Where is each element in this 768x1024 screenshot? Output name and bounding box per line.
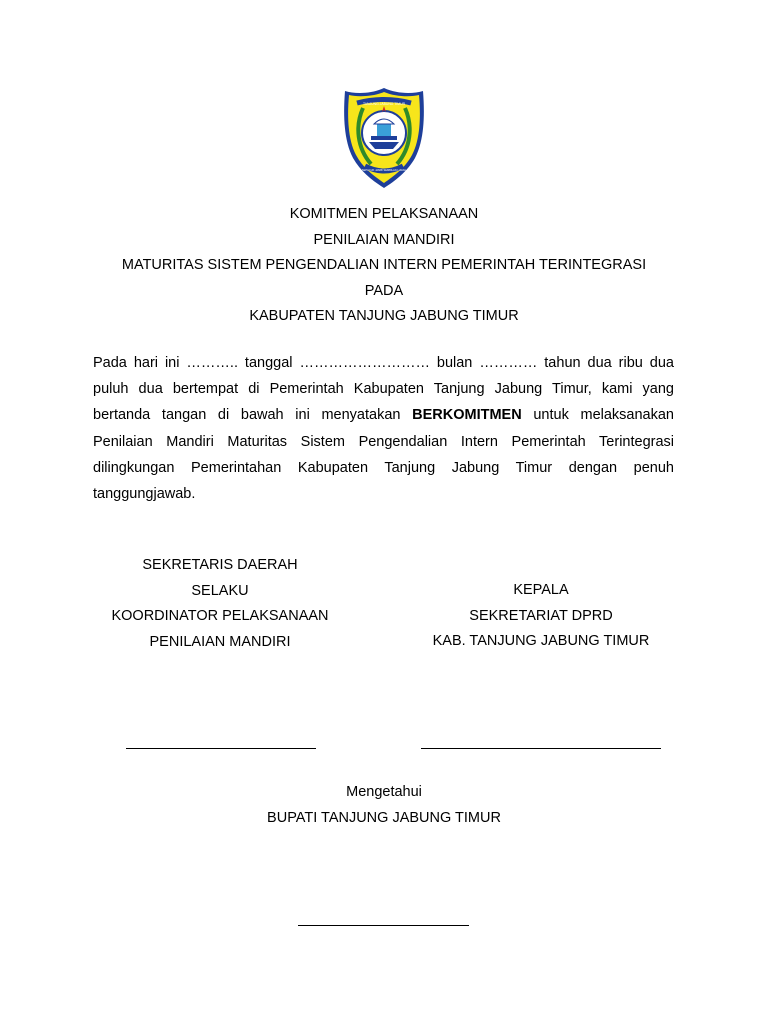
acknowledgement-label: Mengetahui (346, 784, 422, 800)
signatory-right-line-3: KAB. TANJUNG JABUNG TIMUR (432, 633, 650, 649)
signatory-left-line-1: SEKRETARIS DAERAH (142, 557, 298, 573)
commitment-keyword: BERKOMITMEN (412, 407, 522, 424)
signature-line-left (126, 748, 316, 749)
document-title (40, 202, 728, 330)
signatory-right (400, 578, 682, 655)
regency-emblem (341, 86, 427, 190)
signatory-right-line-2: SEKRETARIAT DPRD (469, 607, 613, 624)
signatory-right-line-1: KEPALA (513, 582, 569, 598)
title-line-1: KOMITMEN PELAKSANAAN (289, 206, 479, 222)
title-line-5: KABUPATEN TANJUNG JABUNG TIMUR (249, 308, 519, 324)
acknowledgement-title: BUPATI TANJUNG JABUNG TIMUR (267, 809, 501, 826)
signatory-left (80, 553, 360, 655)
title-line-2: PENILAIAN MANDIRI (313, 231, 455, 248)
title-line-3: MATURITAS SISTEM PENGENDALIAN INTERN PEMERINTAH TERINTEGRASI (121, 257, 647, 273)
title-line-4: PADA (364, 282, 404, 299)
paragraph-part-2: untuk melaksanakan Penilaian Mandiri Maturitas Sistem Pengendalian Intern Pemerintah Terintegrasi dilingkungan Pemerintahan Kabupaten Tanjung Jabung Timur dengan penuh tanggungjawab. (93, 407, 674, 503)
emblem-top-text: TANJUNG JABUNG TIMUR (362, 102, 406, 106)
commitment-paragraph (93, 350, 674, 507)
emblem-bottom-text: SEPUCUK JAMBI SEMBILAN LURAH (361, 169, 407, 172)
signatory-left-line-3: KOORDINATOR PELAKSANAAN (111, 608, 329, 624)
acknowledgement (184, 780, 584, 831)
paragraph-part-1: Pada hari ini ……….. tanggal ……………………… bulan ………… tahun dua ribu dua puluh dua bertempat di Pemerintah Kabupaten Tanjung Jabung Timur, kami yang bertanda tangan di bawah ini menyatakan (93, 355, 674, 424)
signatory-left-line-2: SELAKU (191, 582, 249, 599)
signature-line-regent (298, 925, 469, 926)
signatory-left-line-4: PENILAIAN MANDIRI (149, 633, 291, 650)
signature-line-right (421, 748, 661, 749)
